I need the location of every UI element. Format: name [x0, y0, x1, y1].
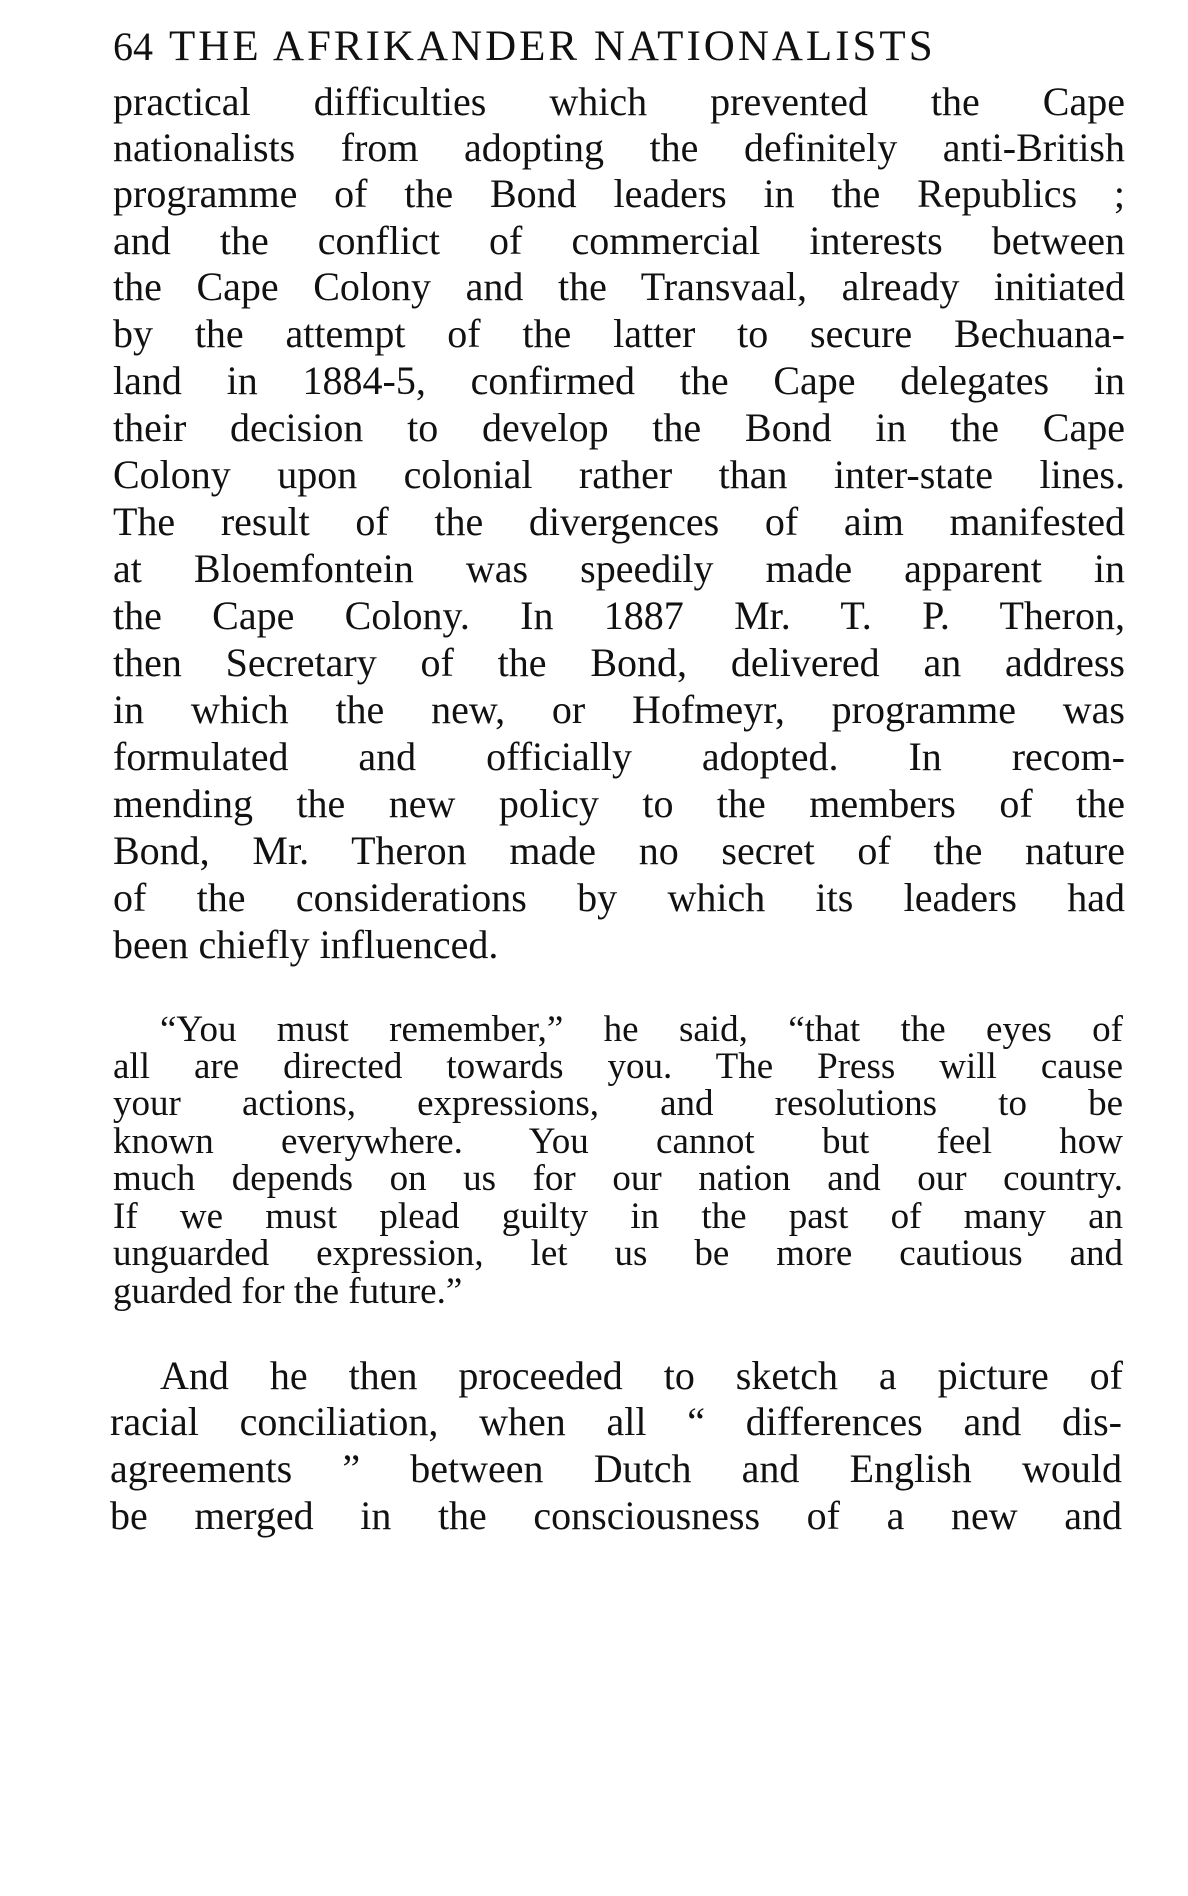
text-line: their decision to develop the Bond in the Cape [113, 405, 1125, 450]
page-number: 64 [113, 24, 153, 69]
text-line: mending the new policy to the members of the [113, 781, 1125, 826]
text-line: the Cape Colony. In 1887 Mr. T. P. Theron, [113, 593, 1125, 638]
text-line: been chiefly influenced. [113, 922, 499, 967]
text-line: formulated and officially adopted. In recom- [113, 734, 1125, 779]
running-header [113, 22, 1113, 82]
text-line: The result of the divergences of aim manifested [113, 499, 1125, 544]
text-line: of the considerations by which its leaders had [113, 875, 1125, 920]
quote-line: If we must plead guilty in the past of many an [113, 1196, 1123, 1237]
text-line: practical difficulties which prevented the Cape [113, 79, 1125, 124]
quote-line: known everywhere. You cannot but feel how [113, 1121, 1123, 1162]
text-line: then Secretary of the Bond, delivered an address [113, 640, 1125, 685]
text-line: land in 1884-5, confirmed the Cape delegates in [113, 358, 1125, 403]
text-line: And he then proceeded to sketch a picture of [160, 1353, 1123, 1398]
text-line: racial conciliation, when all “ differences and dis- [110, 1399, 1122, 1444]
text-line: and the conflict of commercial interests between [113, 218, 1125, 263]
text-line: be merged in the consciousness of a new and [110, 1493, 1122, 1538]
text-line: at Bloemfontein was speedily made apparent in [113, 546, 1125, 591]
text-line: agreements ” between Dutch and English would [110, 1446, 1122, 1491]
text-line: Bond, Mr. Theron made no secret of the nature [113, 828, 1125, 873]
quote-line: your actions, expressions, and resolutions to be [113, 1083, 1123, 1124]
text-line: programme of the Bond leaders in the Republics ; [113, 171, 1125, 216]
text-line: the Cape Colony and the Transvaal, already initiated [113, 264, 1125, 309]
text-line: nationalists from adopting the definitely anti-British [113, 125, 1125, 170]
quote-line: “You must remember,” he said, “that the eyes of [160, 1009, 1123, 1050]
running-head-title: THE AFRIKANDER NATIONALISTS [169, 23, 936, 70]
text-line: in which the new, or Hofmeyr, programme was [113, 687, 1125, 732]
quote-line: all are directed towards you. The Press will cause [113, 1046, 1123, 1087]
text-line: Colony upon colonial rather than inter-state lines. [113, 452, 1125, 497]
quote-line: unguarded expression, let us be more cautious and [113, 1233, 1123, 1274]
quote-line: much depends on us for our nation and our country. [113, 1158, 1123, 1199]
quote-line: guarded for the future.” [113, 1271, 463, 1312]
text-line: by the attempt of the latter to secure Bechuana- [113, 311, 1125, 356]
